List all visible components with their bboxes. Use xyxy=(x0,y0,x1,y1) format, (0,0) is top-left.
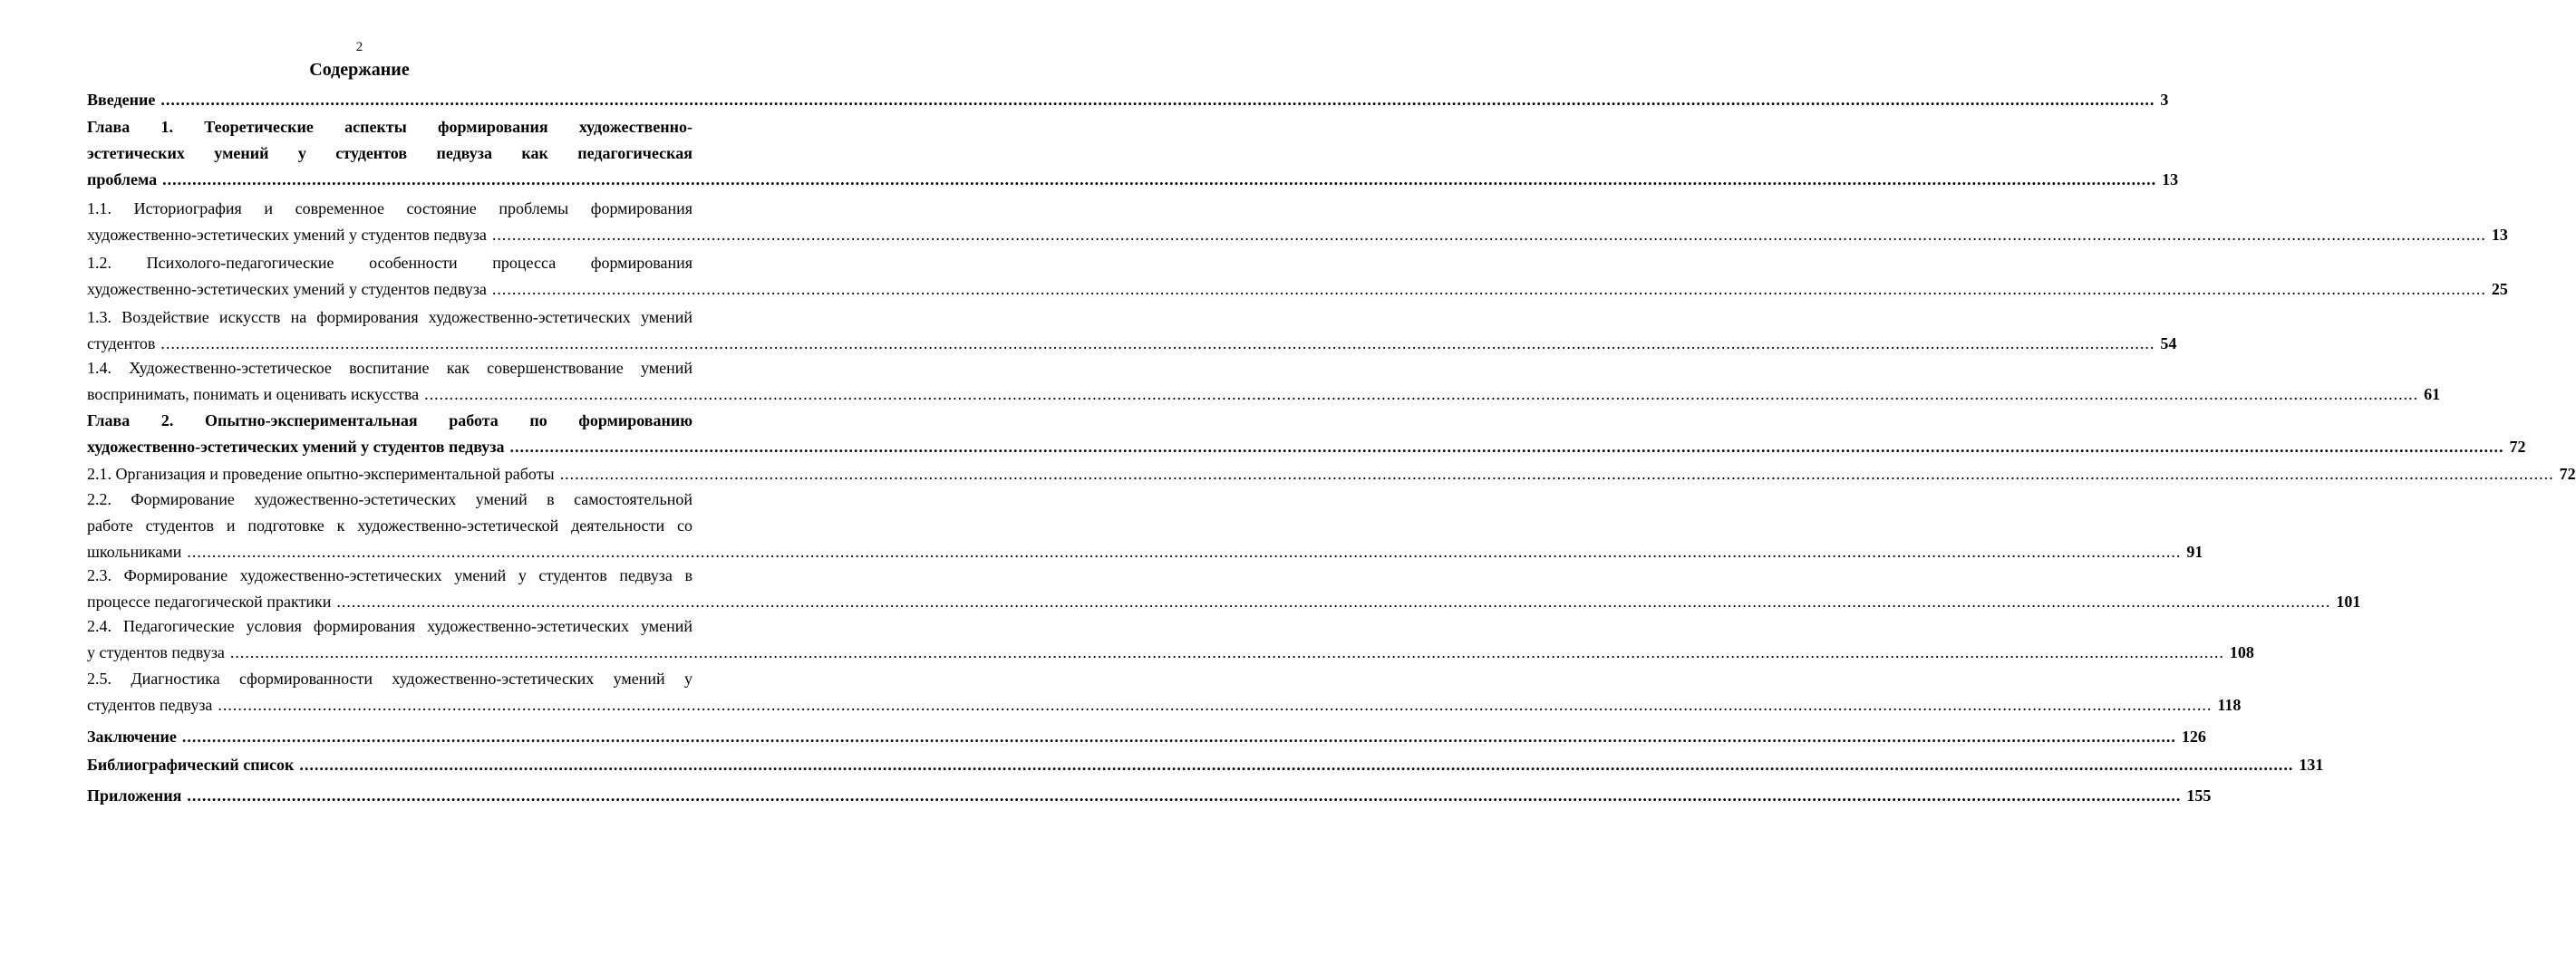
toc-page-number: 91 xyxy=(2186,543,2203,561)
toc-entry-title: Заключение xyxy=(87,728,177,746)
toc-entry-line: 1.4. Художественно-эстетическое воспитание как совершенствование умений xyxy=(87,359,692,377)
toc-page-number: 101 xyxy=(2336,593,2361,611)
dot-leader: ................................................................................................................................................................................................................................................................................................................................................................................................................ xyxy=(160,334,2155,352)
toc-entry-line: 2.5. Диагностика сформированности художественно-эстетических умений у xyxy=(87,670,692,688)
toc-entry-line: 2.4. Педагогические условия формирования художественно-эстетических умений xyxy=(87,617,692,635)
toc-entry[interactable] xyxy=(87,196,2508,248)
toc-entry[interactable] xyxy=(87,752,2324,778)
toc-entry[interactable] xyxy=(87,666,2242,718)
toc-entry-title: воспринимать, понимать и оценивать искусства xyxy=(87,385,420,403)
toc-entry-line: 2.2. Формирование художественно-эстетических умений в самостоятельной xyxy=(87,490,692,508)
toc-entry-line: 1.2. Психолого-педагогические особенности процесса формирования xyxy=(87,254,692,272)
page-title: Содержание xyxy=(309,60,410,80)
toc-page-number: 108 xyxy=(2229,643,2254,661)
toc-entry-title: школьниками xyxy=(87,543,182,561)
toc-entry-title: процессе педагогической практики xyxy=(87,593,332,611)
toc-page-number: 61 xyxy=(2424,385,2441,403)
dot-leader: ................................................................................................................................................................................................................................................................................................................................................................................................................ xyxy=(509,438,2504,456)
dot-leader: ................................................................................................................................................................................................................................................................................................................................................................................................................ xyxy=(218,696,2213,714)
dot-leader: ................................................................................................................................................................................................................................................................................................................................................................................................................ xyxy=(229,643,2224,661)
toc-page-number: 25 xyxy=(2491,280,2508,298)
toc-entry-title: художественно-эстетических умений у студентов педвуза xyxy=(87,438,505,456)
dot-leader: ................................................................................................................................................................................................................................................................................................................................................................................................................ xyxy=(162,170,2157,188)
toc-entry[interactable] xyxy=(87,563,2361,615)
toc-entry[interactable] xyxy=(87,724,2206,750)
toc-entry[interactable] xyxy=(87,461,2576,487)
toc-entry[interactable] xyxy=(87,87,2169,113)
toc-page-number: 72 xyxy=(2509,438,2526,456)
toc-entry-title: у студентов педвуза xyxy=(87,643,225,661)
toc-page-number: 13 xyxy=(2162,170,2179,188)
dot-leader: ................................................................................................................................................................................................................................................................................................................................................................................................................ xyxy=(299,756,2294,774)
toc-entry-line: 2.3. Формирование художественно-эстетических умений у студентов педвуза в xyxy=(87,566,692,584)
dot-leader: ................................................................................................................................................................................................................................................................................................................................................................................................................ xyxy=(491,280,2486,298)
toc-entry-title: Библиографический список xyxy=(87,756,295,774)
toc-entry[interactable] xyxy=(87,487,2203,565)
toc-page-number: 118 xyxy=(2217,696,2242,714)
toc-page-number: 13 xyxy=(2491,226,2508,244)
dot-leader: ................................................................................................................................................................................................................................................................................................................................................................................................................ xyxy=(424,385,2419,403)
toc-entry-line: работе студентов и подготовке к художественно-эстетической деятельности со xyxy=(87,516,692,535)
toc-entry[interactable] xyxy=(87,114,2179,193)
toc-entry[interactable] xyxy=(87,783,2212,809)
toc-entry-title: Введение xyxy=(87,91,156,109)
toc-page-number: 72 xyxy=(2559,465,2576,483)
dot-leader: ................................................................................................................................................................................................................................................................................................................................................................................................................ xyxy=(181,728,2176,746)
toc-page-number: 54 xyxy=(2160,334,2177,352)
toc-entry[interactable] xyxy=(87,355,2441,408)
toc-entry[interactable] xyxy=(87,408,2526,460)
toc-entry[interactable] xyxy=(87,304,2177,357)
page-number: 2 xyxy=(355,40,363,54)
dot-leader: ................................................................................................................................................................................................................................................................................................................................................................................................................ xyxy=(187,543,2182,561)
toc-entry-line: Глава 2. Опытно-экспериментальная работа по формированию xyxy=(87,411,692,429)
toc-entry-title: художественно-эстетических умений у студентов педвуза xyxy=(87,280,487,298)
toc-entry-line: эстетических умений у студентов педвуза как педагогическая xyxy=(87,144,692,162)
dot-leader: ................................................................................................................................................................................................................................................................................................................................................................................................................ xyxy=(336,593,2331,611)
toc-entry-title: студентов педвуза xyxy=(87,696,213,714)
toc-page-number: 126 xyxy=(2181,728,2206,746)
toc-entry-title: студентов xyxy=(87,334,156,352)
dot-leader: ................................................................................................................................................................................................................................................................................................................................................................................................................ xyxy=(187,786,2182,805)
toc-entry[interactable] xyxy=(87,613,2254,666)
dot-leader: ................................................................................................................................................................................................................................................................................................................................................................................................................ xyxy=(559,465,2554,483)
toc-entry-line: 1.1. Историография и современное состояние проблемы формирования xyxy=(87,199,692,217)
toc-entry-title: Приложения xyxy=(87,786,182,805)
dot-leader: ................................................................................................................................................................................................................................................................................................................................................................................................................ xyxy=(491,226,2486,244)
toc-page-number: 131 xyxy=(2299,756,2324,774)
toc-entry-line: 1.3. Воздействие искусств на формирования художественно-эстетических умений xyxy=(87,308,692,326)
toc-entry-title: 2.1. Организация и проведение опытно-экспериментальной работы xyxy=(87,465,555,483)
toc-entry-title: проблема xyxy=(87,170,158,188)
toc-page-number: 155 xyxy=(2186,786,2212,805)
toc-page-number: 3 xyxy=(2160,91,2169,109)
toc-entry-line: Глава 1. Теоретические аспекты формирования художественно- xyxy=(87,118,692,136)
toc-entry-title: художественно-эстетических умений у студентов педвуза xyxy=(87,226,487,244)
toc-entry[interactable] xyxy=(87,250,2508,303)
dot-leader: ................................................................................................................................................................................................................................................................................................................................................................................................................ xyxy=(160,91,2155,109)
